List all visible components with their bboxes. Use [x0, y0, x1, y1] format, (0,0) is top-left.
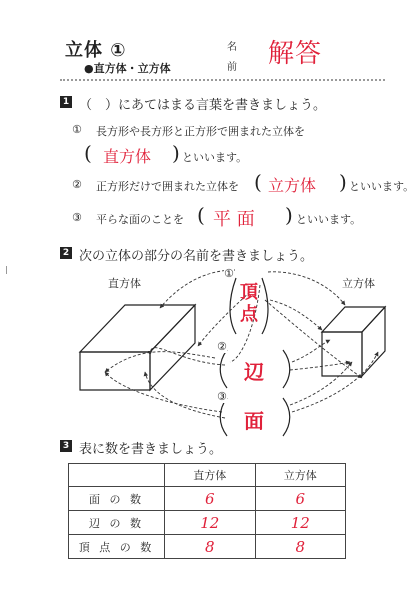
- cube-shape: [322, 307, 385, 376]
- q2-part3-answer: 面: [244, 409, 264, 433]
- table-header-cell: 直方体: [165, 464, 256, 487]
- question-1-instruction: （ ）にあてはまる言葉を書きましょう。: [79, 98, 327, 113]
- q1-item2-suffix: といいます。: [349, 180, 415, 193]
- q1-item1-open-paren: (: [84, 141, 92, 165]
- page-subtitle: ●直方体・立方体: [84, 62, 171, 75]
- table-header-row: [69, 464, 346, 487]
- q1-item1-answer: 直方体: [103, 147, 152, 166]
- question-2-instruction: 次の立体の部分の名前を書きましょう。: [79, 249, 314, 264]
- q1-item1-close-paren: ): [172, 141, 180, 165]
- table-cell: 12: [165, 511, 256, 535]
- table-header-cell: 立方体: [255, 464, 346, 487]
- question-3-number: 3: [60, 440, 72, 452]
- question-2-number: 2: [60, 247, 72, 259]
- table-cell: 8: [255, 535, 346, 559]
- table-row: [69, 535, 346, 559]
- counts-table: [68, 463, 346, 559]
- table-header-cell: [69, 464, 165, 487]
- table-cell: 12: [255, 511, 346, 535]
- cube-label: 立方体: [342, 277, 375, 290]
- table-cell: 8: [165, 535, 256, 559]
- q2-part1-answer-a: 頂: [240, 282, 258, 303]
- q1-item1-number: ①: [72, 123, 82, 136]
- table-cell: 6: [165, 487, 256, 511]
- q1-item1-text: 長方形や長方形と正方形で囲まれた立体を: [96, 125, 305, 138]
- cuboid-label: 直方体: [108, 277, 141, 290]
- table-row: [69, 511, 346, 535]
- q2-part1-answer-b: 点: [240, 304, 258, 325]
- q2-part2-answer: 辺: [244, 360, 264, 384]
- row-label: 頂 点 の 数: [69, 535, 165, 559]
- cuboid-shape: [80, 305, 195, 390]
- q1-item2-close-paren: ): [339, 170, 347, 194]
- q1-item3-number: ③: [72, 211, 82, 224]
- question-1-number: 1: [60, 96, 72, 108]
- q1-item1-suffix: といいます。: [182, 151, 248, 164]
- row-label: 面 の 数: [69, 487, 165, 511]
- q2-part3-number: ③: [217, 390, 227, 403]
- table-row: [69, 487, 346, 511]
- q1-item3-answer: 平 面: [213, 209, 255, 230]
- q1-item3-suffix: といいます。: [296, 213, 362, 226]
- table-cell: 6: [255, 487, 346, 511]
- q1-item3-open-paren: (: [197, 203, 205, 227]
- q1-item2-open-paren: (: [254, 170, 262, 194]
- name-label-top: 名: [227, 42, 237, 53]
- q2-part1-number: ①: [224, 267, 234, 280]
- row-label: 辺 の 数: [69, 511, 165, 535]
- question-3-instruction: 表に数を書きましょう。: [79, 442, 223, 457]
- name-answer: 解答: [268, 39, 323, 69]
- q1-item3-text: 平らな面のことを: [96, 213, 184, 226]
- name-label-bottom: 前: [227, 62, 237, 73]
- page-title: 立体 ①: [65, 40, 127, 61]
- q1-item2-text: 正方形だけで囲まれた立体を: [96, 180, 239, 193]
- q2-part2-number: ②: [217, 340, 227, 353]
- q1-item3-close-paren: ): [285, 203, 293, 227]
- q1-item2-answer: 立方体: [268, 176, 317, 195]
- q1-item2-number: ②: [72, 178, 82, 191]
